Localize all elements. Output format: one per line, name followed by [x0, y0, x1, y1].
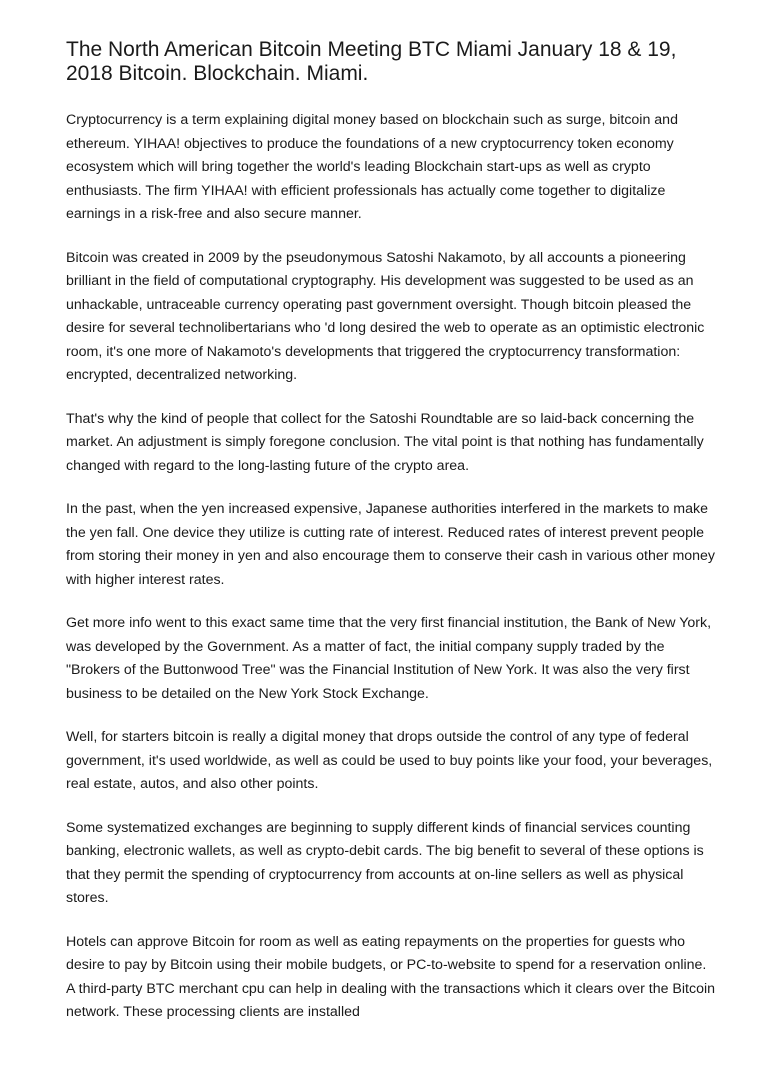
paragraph-1: Cryptocurrency is a term explaining digital money based on blockchain such as surge, bitcoin and ethereum. YIHAA! objectives to produce the foundations of a new cryptocurrency token economy ecosystem which will bring together the world's leading Blockchain start-ups as well as crypto enthusiasts. The firm YIHAA! with efficient professionals has actually come together to digitalize earnings in a risk-free and also secure manner.: [66, 112, 678, 222]
paragraph-4: In the past, when the yen increased expensive, Japanese authorities interfered in the markets to make the yen fall. One device they utilize is cutting rate of interest. Reduced rates of interest prevent people from storing their money in yen and also encourage them to conserve their cash in various other money with higher interest rates.: [66, 501, 716, 588]
paragraph-2: Bitcoin was created in 2009 by the pseudonymous Satoshi Nakamoto, by all accounts a pioneering brilliant in the field of computational cryptography. His development was suggested to be used as an unhackable, untraceable currency operating past government oversight. Though bitcoin pleased the desire for several technolibertarians who 'd long desired the web to operate as an optimistic electronic room, it's one more of Nakamoto's developments that triggered the cryptocurrency transformation: encrypted, decentralized networking.: [66, 249, 705, 383]
paragraph-3: That's why the kind of people that collect for the Satoshi Roundtable are so laid-back concerning the market. An adjustment is simply foregone conclusion. The vital point is that nothing has fundamentally changed with regard to the long-lasting future of the crypto area.: [66, 410, 704, 474]
paragraph-7: Some systematized exchanges are beginning to supply different kinds of financial services counting banking, electronic wallets, as well as crypto-debit cards. The big benefit to several of these options is that they permit the spending of cryptocurrency from accounts at on-line sellers as well as physical stores.: [66, 819, 704, 906]
paragraph-6: Well, for starters bitcoin is really a digital money that drops outside the control of any type of federal government, it's used worldwide, as well as could be used to buy points like your food, your beverages, real estate, autos, and also other points.: [66, 729, 713, 792]
paragraph-5: Get more info went to this exact same time that the very first financial institution, the Bank of New York, was developed by the Government. As a matter of fact, the initial company supply traded by the "Brokers of the Buttonwood Tree" was the Financial Institution of New York. It was also the very first business to be detailed on the New York Stock Exchange.: [66, 615, 712, 702]
document-title: The North American Bitcoin Meeting BTC Miami January 18 & 19, 2018 Bitcoin. Blockchain. Miami.: [66, 38, 677, 85]
paragraph-8: Hotels can approve Bitcoin for room as well as eating repayments on the properties for guests who desire to pay by Bitcoin using their mobile budgets, or PC-to-website to spend for a reservation online. A third-party BTC merchant cpu can help in dealing with the transactions which it clears over the Bitcoin network. These processing clients are installed: [66, 933, 716, 1020]
document-body: [66, 109, 716, 1045]
